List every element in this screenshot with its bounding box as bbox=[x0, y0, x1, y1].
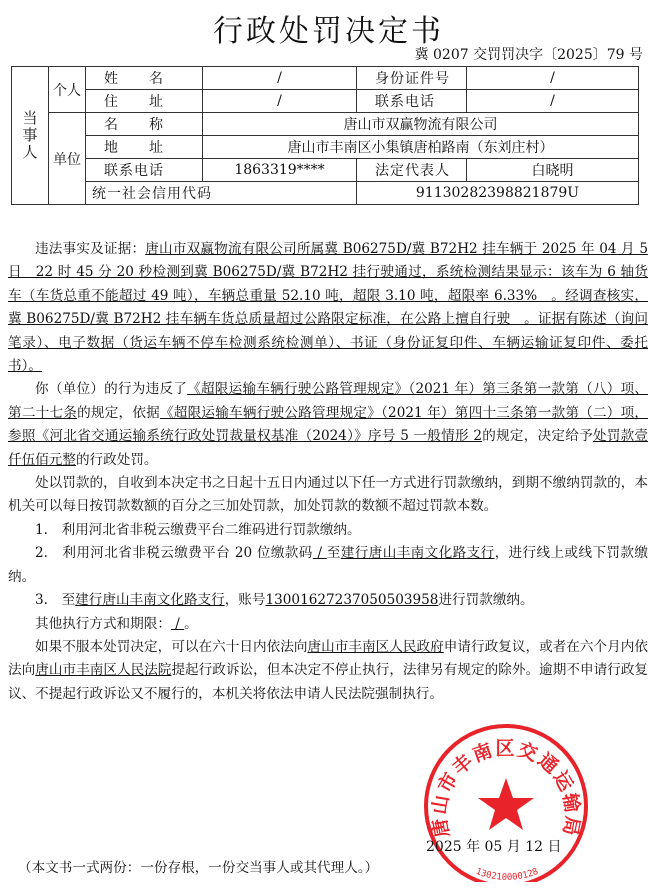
payment-bank-3: 建行唐山丰南文化路支行 bbox=[75, 592, 225, 609]
remedy-paragraph bbox=[8, 636, 648, 706]
unit-name-value: 唐山市双赢物流有限公司 bbox=[203, 113, 639, 136]
payment-code: / bbox=[312, 545, 327, 562]
document-body bbox=[8, 238, 648, 706]
remedy-text-1: 如果不服本处罚决定，可以在六十日内依法向 bbox=[35, 638, 308, 655]
unit-label: 单位 bbox=[49, 113, 86, 205]
decision-date: 2025 年 05 月 12 日 bbox=[426, 839, 562, 855]
other-execution-value: / bbox=[170, 615, 185, 632]
payment-method-2-text: 2. 利用河北省非税云缴费平台 20 位缴款码 bbox=[35, 545, 313, 562]
unit-address-value: 唐山市丰南区小集镇唐柏路南（东刘庄村） bbox=[203, 136, 639, 159]
payment-method-3-account-label: ，账号 bbox=[224, 592, 266, 609]
review-authority: 唐山市丰南区人民政府 bbox=[307, 638, 444, 655]
individual-phone-value: / bbox=[467, 90, 639, 113]
payment-method-3-end: 进行罚款缴纳。 bbox=[438, 592, 534, 609]
basis-law: 《超限运输车辆行驶公路管理规定》（2021 年）第四十三条第一款第（二）项，参照《河北省交通运输系统行政处罚裁量权基准（2024）》序号 5 一般情形 2 bbox=[8, 404, 649, 445]
penalty-amount: 处罚款壹仟伍佰元整 bbox=[8, 428, 648, 468]
decision-text-4: 的行政处罚。 bbox=[75, 451, 158, 468]
payment-method-2-end: ，进行线上或线下罚款缴纳。 bbox=[8, 545, 648, 585]
decision-paragraph bbox=[8, 378, 648, 472]
facts-paragraph bbox=[8, 238, 648, 378]
document-title: 行政处罚决定书 bbox=[213, 14, 444, 49]
document-number: 冀 0207 交罚罚决字〔2025〕79 号 bbox=[414, 47, 643, 63]
individual-id-label: 身份证件号 bbox=[357, 67, 467, 90]
payment-bank-2: 建行唐山丰南文化路支行 bbox=[340, 545, 495, 562]
unit-credit-value: 91130282398821879U bbox=[357, 182, 639, 205]
official-seal bbox=[402, 718, 610, 882]
party-section-label: 当事人 bbox=[12, 67, 49, 205]
individual-name-label: 姓 名 bbox=[86, 67, 203, 90]
seal-code: 130210000128 bbox=[474, 866, 540, 882]
payment-account: 13001627237050503958 bbox=[265, 592, 439, 609]
decision-text-2: 的规定，依据 bbox=[77, 404, 160, 421]
violated-law: 《超限运输车辆行驶公路管理规定》（2021 年）第三条第一款第（八）项、第二十七条 bbox=[8, 381, 648, 421]
unit-phone-value: 1863319**** bbox=[203, 159, 357, 182]
payment-method-3 bbox=[8, 589, 648, 612]
payment-method-2-to: 至 bbox=[326, 545, 341, 562]
payment-method-1: 1. 利用河北省非税云缴费平台二维码进行罚款缴纳。 bbox=[35, 521, 361, 538]
seal-text: 唐山市丰南区交通运输局 bbox=[428, 737, 584, 840]
unit-phone-label: 联系电话 bbox=[86, 159, 203, 182]
individual-address-value: / bbox=[203, 90, 357, 113]
remedy-text-2: 申请行政复议，或者在六个月内依法向 bbox=[8, 638, 649, 679]
facts-text: 唐山市双赢物流有限公司所属冀 B06275D/冀 B72H2 挂车辆于 2025 年 04 月 5 日 22 时 45 分 20 秒检测到冀 B06275D/冀 B72H2 挂行驶通过，系统检测结果显示：该车为 6 轴货车（车货总重不能超过 49 吨），车辆总重量 52.10 吨，超限 3.10 吨，超限率 6.33% 。经调查核实，冀 B06275D/冀 B72H2 挂车辆车货总质量超过公路限定标准，在公路上擅自行驶 。证据有陈述（询问笔录）、电子数据（货运车辆不停车检测系统检测单）、书证（身份证复印件、车辆运输证复印件、委托书）。 bbox=[8, 241, 648, 375]
decision-text-1: 你（单位）的行为违反了 bbox=[35, 381, 188, 398]
individual-phone-label: 联系电话 bbox=[357, 90, 467, 113]
individual-name-value: / bbox=[203, 67, 357, 90]
unit-address-label: 地 址 bbox=[86, 136, 203, 159]
other-execution-end: 。 bbox=[184, 615, 198, 632]
unit-rep-value: 白晓明 bbox=[467, 159, 639, 182]
individual-id-value: / bbox=[467, 67, 639, 90]
party-info-table bbox=[11, 66, 639, 205]
other-execution bbox=[8, 613, 648, 636]
remedy-text-3: 提起行政诉讼，但本决定不停止执行，法律另有规定的除外。逾期不申请行政复议、不提起行政诉讼又不履行的，本机关将依法申请人民法院强制执行。 bbox=[8, 662, 649, 702]
payment-intro: 处以罚款的，自收到本决定书之日起十五日内通过以下任一方式进行罚款缴纳，到期不缴纳罚款的，本机关可以每日按罚款数额的百分之三加处罚款，加处罚款的数额不超过罚款本数。 bbox=[8, 475, 648, 515]
other-execution-label: 其他执行方式和期限： bbox=[35, 615, 171, 632]
decision-text-3: 的规定，决定给予 bbox=[482, 428, 593, 445]
court: 唐山市丰南区人民法院 bbox=[35, 662, 172, 679]
individual-label: 个人 bbox=[49, 67, 86, 113]
facts-label: 违法事实及证据： bbox=[35, 241, 146, 257]
unit-rep-label: 法定代表人 bbox=[357, 159, 467, 182]
seal-star-icon bbox=[478, 778, 534, 830]
unit-credit-label: 统一社会信用代码 bbox=[86, 182, 357, 205]
payment-method-2 bbox=[8, 542, 648, 589]
document-footer: （本文书一式两份：一份存根，一份交当事人或其代理人。） bbox=[18, 860, 379, 876]
unit-name-label: 名 称 bbox=[86, 113, 203, 136]
individual-address-label: 住 址 bbox=[86, 90, 203, 113]
payment-method-3-text: 3. 至 bbox=[35, 592, 76, 609]
